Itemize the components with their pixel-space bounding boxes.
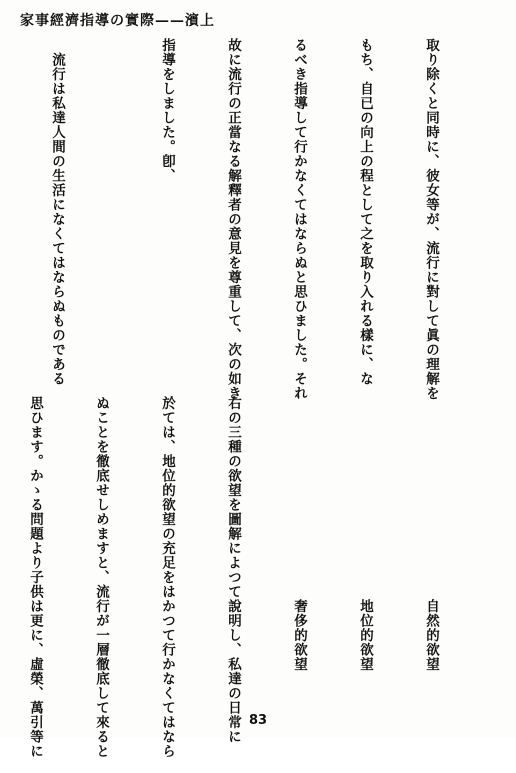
text-column: 故に流行の正當なる解釋者の意見を尊重して、次の如き <box>225 38 241 401</box>
text-column: もち、自已の向上の程として之を取り入れる樣に、な <box>357 38 373 386</box>
desire-type-item: 自然的欲望 <box>423 396 439 672</box>
text-column: ぬことを徹底せしめますと、流行が一層徹底して來ると <box>93 396 109 759</box>
desire-type-item: 奢侈的欲望 <box>291 396 307 672</box>
running-header <box>20 10 500 30</box>
text-column: るべき指導して行かなくてはならぬと思ひました。それ <box>291 38 307 401</box>
text-column: 思ひます。かゝる問題より子供は更に、虛榮、萬引等に <box>27 396 43 759</box>
text-column: 取り除くと同時に、彼女等が、流行に對して眞の理解を <box>423 38 439 401</box>
desire-type-item: 地位的欲望 <box>357 396 373 672</box>
text-column: 指導をしました。卽、 <box>159 38 175 183</box>
page-number: 83 <box>248 713 268 728</box>
text-column <box>0 38 2 384</box>
text-column: 右の三種の欲望を圖解によつて說明し、私達の日常に <box>225 396 241 744</box>
header-title: 家事經濟指導の實際——濱上 <box>20 13 215 29</box>
text-column: 於ては、地位的欲望の充足をはかつて行かなくてはなら <box>159 396 175 759</box>
upper-text-block <box>16 38 486 401</box>
text-column: 流行は私達人間の生活になくてはならぬものである <box>49 38 65 386</box>
